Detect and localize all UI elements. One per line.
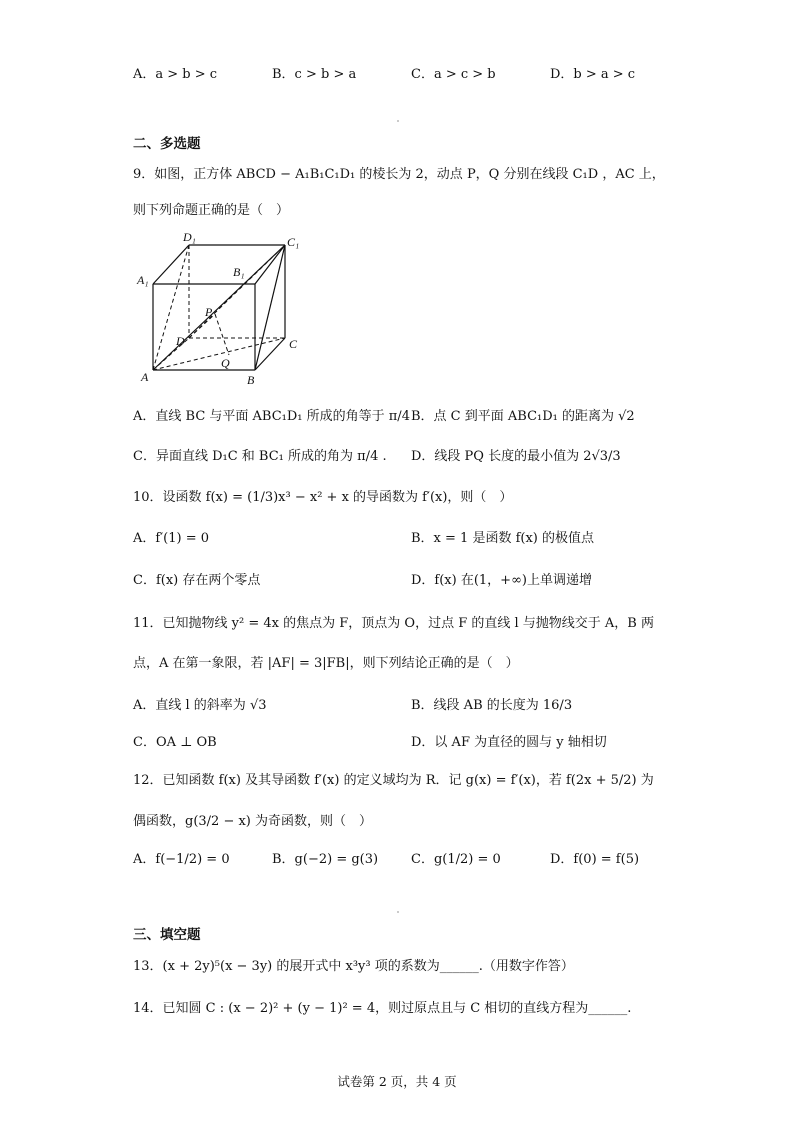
label-B1: B₁ (233, 265, 245, 279)
section-heading-fill-in: 三、填空题 (133, 927, 201, 942)
q11-option-d: D．以 AF 为直径的圆与 y 轴相切 (411, 735, 607, 750)
edge-A1D1 (153, 245, 189, 284)
q10-option-d: D．f(x) 在(1，+∞)上单调递增 (411, 573, 592, 588)
q8-option-a: A．a > b > c (133, 67, 218, 82)
label-C: C (289, 337, 298, 351)
scan-dot (397, 120, 399, 122)
q12-stem-line2: 偶函数，g(3/2 − x) 为奇函数，则（ ） (133, 814, 373, 829)
q9-option-a: A．直线 BC 与平面 ABC₁D₁ 所成的角等于 π/4 (133, 409, 410, 424)
label-B: B (247, 373, 255, 387)
q10-stem: 10．设函数 f(x) = (1/3)x³ − x² + x 的导函数为 f′(x)，则（ ） (133, 490, 513, 505)
q12-stem-line1: 12．已知函数 f(x) 及其导函数 f′(x) 的定义域均为 R．记 g(x) = f′(x)，若 f(2x + 5/2) 为 (133, 773, 654, 788)
label-D1: D₁ (183, 230, 196, 244)
q11-stem-line2: 点，A 在第一象限，若 |AF| = 3|FB|，则下列结论正确的是（ ） (133, 656, 519, 671)
q12-option-a: A．f(−1/2) = 0 (133, 852, 230, 867)
label-A: A (141, 370, 149, 384)
page-footer: 试卷第 2 页，共 4 页 (337, 1074, 457, 1089)
segment-DC1-hidden (189, 245, 285, 338)
label-D: D (176, 334, 185, 348)
q9-stem-line1: 9．如图，正方体 ABCD − A₁B₁C₁D₁ 的棱长为 2，动点 P，Q 分别在线段 C₁D ，AC 上， (133, 167, 665, 182)
label-Q: Q (221, 356, 230, 370)
q9-stem-line2: 则下列命题正确的是（ ） (133, 203, 290, 218)
q12-option-b: B．g(−2) = g(3) (272, 852, 379, 867)
q12-option-d: D．f(0) = f(5) (550, 852, 640, 867)
label-A1: A₁ (137, 273, 149, 287)
q11-option-b: B．线段 AB 的长度为 16/3 (411, 698, 573, 713)
q14-text: 14．已知圆 C : (x − 2)² + (y − 1)² = 4，则过原点且与 C 相切的直线方程为______. (133, 1001, 632, 1016)
edge-BC (255, 338, 285, 370)
q11-option-a: A．直线 l 的斜率为 √3 (133, 698, 267, 713)
scan-dot (397, 911, 399, 913)
cube-figure (133, 228, 313, 390)
q9-option-d: D．线段 PQ 长度的最小值为 2√3/3 (411, 449, 621, 464)
q11-stem-line1: 11．已知抛物线 y² = 4x 的焦点为 F，顶点为 O，过点 F 的直线 l 与抛物线交于 A，B 两 (133, 616, 654, 631)
q9-option-c: C．异面直线 D₁C 和 BC₁ 所成的角为 π/4 . (133, 449, 387, 464)
q8-option-b: B．c > b > a (272, 67, 357, 82)
label-P: P (205, 305, 213, 319)
q10-option-b: B．x = 1 是函数 f(x) 的极值点 (411, 531, 594, 546)
q12-option-c: C．g(1/2) = 0 (411, 852, 501, 867)
q8-option-c: C．a > c > b (411, 67, 496, 82)
q10-option-c: C．f(x) 存在两个零点 (133, 573, 261, 588)
section-heading-multiple-choice: 二、多选题 (133, 136, 201, 151)
q9-option-b: B．点 C 到平面 ABC₁D₁ 的距离为 √2 (411, 409, 635, 424)
q13-text: 13．(x + 2y)⁵(x − 3y) 的展开式中 x³y³ 项的系数为______.（用数字作答） (133, 959, 574, 974)
label-C1: C₁ (287, 235, 300, 249)
segment-PQ-hidden (215, 314, 229, 355)
q10-option-a: A．f′(1) = 0 (133, 531, 209, 546)
q8-option-d: D．b > a > c (550, 67, 636, 82)
segment-AC-hidden (153, 338, 285, 370)
q11-option-c: C．OA ⊥ OB (133, 735, 217, 750)
